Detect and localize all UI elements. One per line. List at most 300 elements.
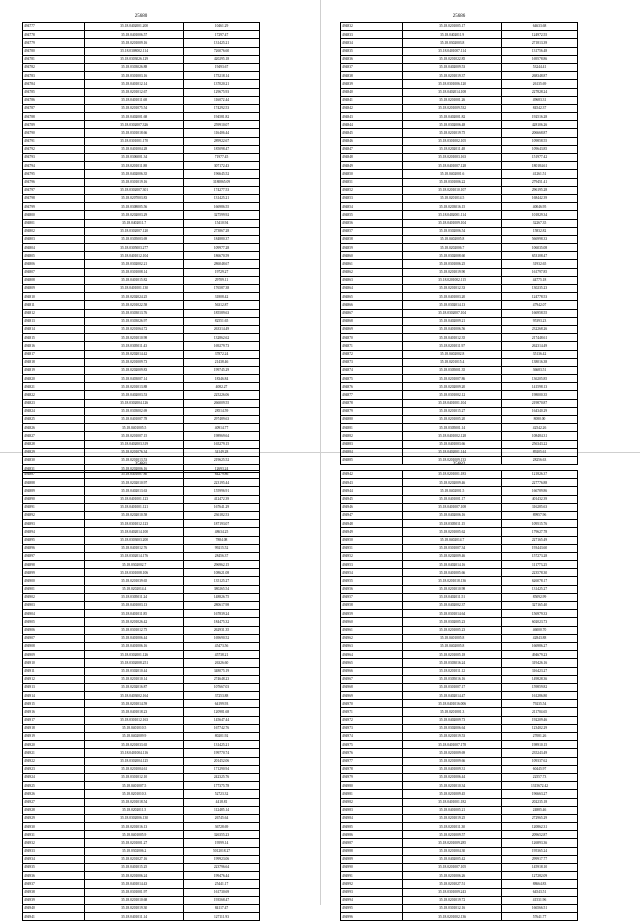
table-row xyxy=(23,448,260,456)
value-cell: 64543.51 xyxy=(502,888,578,896)
cadastral-number-cell: 35.18.0202024.25 xyxy=(85,293,184,301)
record-id-cell: 494905 xyxy=(23,618,85,626)
value-cell: 53244.41 xyxy=(502,63,578,71)
record-id-cell: 494813 xyxy=(23,317,85,325)
value-cell: 166986.27 xyxy=(502,642,578,650)
value-cell: 196645.52 xyxy=(184,170,260,178)
cadastral-number-cell: 35.18.0302006.130 xyxy=(85,814,184,822)
table-row xyxy=(23,602,260,610)
cadastral-number-cell: 35.18.0302006.54 xyxy=(403,227,502,235)
table-row xyxy=(23,375,260,383)
record-id-cell: 494888 xyxy=(23,479,85,487)
value-cell: 174277.53 xyxy=(184,186,260,194)
cadastral-number-cell: 35.18.0402011.51 xyxy=(403,593,502,601)
cadastral-number-cell: 35.18.0302008.251 xyxy=(85,659,184,667)
record-id-cell: 494842 xyxy=(341,104,403,112)
record-id-cell: 494868 xyxy=(341,317,403,325)
cadastral-number-cell: 35.18.0201002.136 xyxy=(403,913,502,921)
value-cell: 124972.55 xyxy=(502,31,578,39)
record-id-cell: 494925 xyxy=(23,782,85,790)
data-table xyxy=(340,22,578,465)
table-row xyxy=(341,342,578,350)
table-row xyxy=(341,211,578,219)
cadastral-number-cell: 35.18.0201015.27 xyxy=(403,407,502,415)
record-id-cell: 494814 xyxy=(23,325,85,333)
table-row xyxy=(23,391,260,399)
record-id-cell: 494846 xyxy=(341,137,403,145)
table-row xyxy=(341,602,578,610)
value-cell: 161797.85 xyxy=(502,268,578,276)
record-id-cell: 494987 xyxy=(341,839,403,847)
value-cell: 10461.29 xyxy=(184,23,260,31)
value-cell: 64199.93 xyxy=(184,700,260,708)
value-cell: 108484.31 xyxy=(502,432,578,440)
record-id-cell: 494893 xyxy=(23,520,85,528)
record-id-cell: 494890 xyxy=(23,495,85,503)
record-id-cell: 494916 xyxy=(23,708,85,716)
record-id-cell: 494866 xyxy=(341,301,403,309)
value-cell: 56312.87 xyxy=(184,301,260,309)
record-id-cell: 494884 xyxy=(341,448,403,456)
record-id-cell: 494892 xyxy=(23,511,85,519)
cadastral-number-cell: 35.18.0201013.88 xyxy=(85,383,184,391)
table-row xyxy=(341,375,578,383)
value-cell: 199745.29 xyxy=(184,366,260,374)
table-row xyxy=(23,544,260,552)
value-cell: 171290.94 xyxy=(184,765,260,773)
cadastral-number-cell: 35.18.0201001.27 xyxy=(85,839,184,847)
cadastral-number-cell: 35.18.0401012.76 xyxy=(85,544,184,552)
record-id-cell: 494903 xyxy=(23,602,85,610)
cadastral-number-cell: 35.18.0302007.120 xyxy=(85,227,184,235)
value-cell: 8080.00 xyxy=(502,416,578,424)
value-cell: 626078.17 xyxy=(502,577,578,585)
table-row xyxy=(341,440,578,448)
cadastral-number-cell: 35.18.0301001.97 xyxy=(85,888,184,896)
record-id-cell: 494779 xyxy=(23,39,85,47)
record-id-cell: 494830 xyxy=(23,456,85,464)
cadastral-number-cell: 35.18.0402013.63 xyxy=(85,487,184,495)
record-id-cell: 494994 xyxy=(341,896,403,904)
record-id-cell: 494845 xyxy=(341,129,403,137)
table-row xyxy=(23,219,260,227)
cadastral-number-cell: 35.18.0302004.125 xyxy=(85,757,184,765)
cadastral-number-cell: 35.18.0401002.128 xyxy=(403,432,502,440)
value-cell: 192209.46 xyxy=(502,716,578,724)
record-id-cell: 494841 xyxy=(341,96,403,104)
value-cell: 26135.69 xyxy=(502,80,578,88)
table-row xyxy=(23,872,260,880)
cadastral-number-cell: 35.18.0401014.43 xyxy=(85,880,184,888)
value-cell: 24885.46 xyxy=(502,806,578,814)
table-row xyxy=(23,888,260,896)
record-id-cell: 494899 xyxy=(23,569,85,577)
value-cell: 137020.21 xyxy=(184,80,260,88)
table-row xyxy=(23,186,260,194)
table-row xyxy=(23,610,260,618)
record-id-cell: 494859 xyxy=(341,244,403,252)
cadastral-number-cell: 35.18.0202016.87 xyxy=(85,683,184,691)
value-cell: 726076.60 xyxy=(184,47,260,55)
record-id-cell: 494882 xyxy=(341,432,403,440)
table-row xyxy=(341,268,578,276)
table-row xyxy=(23,708,260,716)
cadastral-number-cell: 35.18.0302003.8 xyxy=(403,39,502,47)
record-id-cell: 494800 xyxy=(23,211,85,219)
cadastral-number-cell: 35.18.0401005.9 xyxy=(85,831,184,839)
table-row xyxy=(23,80,260,88)
cadastral-number-cell: 35.18.0201013.53 xyxy=(85,456,184,464)
table-row xyxy=(23,593,260,601)
table-row xyxy=(23,358,260,366)
cadastral-number-cell: 35.18.0401015.25 xyxy=(85,864,184,872)
value-cell: 111773.25 xyxy=(502,561,578,569)
record-id-cell: 494932 xyxy=(23,839,85,847)
table-row xyxy=(341,162,578,170)
value-cell: 80201.92 xyxy=(184,733,260,741)
value-cell: 289922.67 xyxy=(184,137,260,145)
record-id-cell: 494885 xyxy=(341,456,403,464)
value-cell: 235243.49 xyxy=(502,749,578,757)
value-cell: 131425.21 xyxy=(184,741,260,749)
table-row xyxy=(341,252,578,260)
table-row xyxy=(341,227,578,235)
value-cell: 155996.91 xyxy=(184,487,260,495)
table-row xyxy=(341,724,578,732)
value-cell: 45738.21 xyxy=(184,651,260,659)
table-row xyxy=(341,880,578,888)
value-cell: 236182.53 xyxy=(184,511,260,519)
table-row xyxy=(341,366,578,374)
value-cell: 164340.29 xyxy=(502,407,578,415)
table-row xyxy=(341,31,578,39)
value-cell: 15410.94 xyxy=(184,219,260,227)
record-id-cell: 494959 xyxy=(341,610,403,618)
table-row xyxy=(341,186,578,194)
table-row xyxy=(23,399,260,407)
table-row xyxy=(341,872,578,880)
cadastral-number-cell: 35.18.0301003.16 xyxy=(85,72,184,80)
cadastral-number-cell: 35.18.0202006.16 xyxy=(85,465,184,473)
value-cell: 195365.24 xyxy=(502,847,578,855)
record-id-cell: 494829 xyxy=(23,448,85,456)
cadastral-number-cell: 35.18.0201064.72 xyxy=(85,325,184,333)
value-cell: 109858.55 xyxy=(502,137,578,145)
value-cell: 177375.78 xyxy=(184,782,260,790)
cadastral-number-cell: 35.18.0402001.68 xyxy=(85,113,184,121)
cadastral-number-cell: 35.18.0201027.51 xyxy=(403,880,502,888)
value-cell: 223796.64 xyxy=(184,864,260,872)
record-id-cell: 494914 xyxy=(23,692,85,700)
cadastral-number-cell: 35.18.0202010.58 xyxy=(85,511,184,519)
record-id-cell: 494804 xyxy=(23,244,85,252)
cadastral-number-cell: 35.18.0402005.42 xyxy=(403,855,502,863)
record-id-cell: 494833 xyxy=(341,31,403,39)
table-block-title: 25686 xyxy=(452,14,466,19)
cadastral-number-cell: 35.18.0201019.90 xyxy=(403,268,502,276)
record-id-cell: 494951 xyxy=(341,544,403,552)
value-cell: 124778.53 xyxy=(502,293,578,301)
value-cell: 227828.24 xyxy=(502,88,578,96)
cadastral-number-cell: 35.18.0301014.64 xyxy=(403,610,502,618)
cadastral-number-cell: 35.18.0402014.47 xyxy=(403,692,502,700)
cadastral-number-cell: 35.18.0401001.123 xyxy=(85,495,184,503)
record-id-cell: 494944 xyxy=(341,487,403,495)
cadastral-number-cell: 35.18.0302006.2 xyxy=(85,847,184,855)
table-row xyxy=(341,285,578,293)
cadastral-number-cell: 35.18.0402014.7 xyxy=(403,536,502,544)
cadastral-number-cell: 35.18.0401006.16 xyxy=(85,642,184,650)
table-row xyxy=(341,790,578,798)
table-row xyxy=(341,391,578,399)
cadastral-number-cell: 35.18.0403002.164 xyxy=(85,692,184,700)
cadastral-number-cell: 35.18.0402001.200 xyxy=(85,23,184,31)
record-id-cell: 494993 xyxy=(341,888,403,896)
value-cell: 316423.27 xyxy=(502,667,578,675)
value-cell: 120981.68 xyxy=(184,708,260,716)
record-id-cell: 494945 xyxy=(341,495,403,503)
value-cell: 279451.41 xyxy=(502,178,578,186)
table-row xyxy=(23,896,260,904)
value-cell: 95393.23 xyxy=(502,317,578,325)
value-cell: 129675.93 xyxy=(184,88,260,96)
cadastral-number-cell: 35.18.0401012.104 xyxy=(85,252,184,260)
record-id-cell: 494943 xyxy=(341,479,403,487)
table-row xyxy=(23,88,260,96)
cadastral-number-cell: 35.18.0303016.24 xyxy=(403,659,502,667)
cadastral-number-cell: 35.18.0401003.20 xyxy=(403,293,502,301)
record-id-cell: 494900 xyxy=(23,577,85,585)
cadastral-number-cell: 35.18.0401010.5 xyxy=(85,724,184,732)
cadastral-number-cell: 35.18.0201019.30 xyxy=(85,904,184,912)
value-cell: 36683.51 xyxy=(502,366,578,374)
cadastral-number-cell: 35.18.0201012.33 xyxy=(403,285,502,293)
value-cell: 219625.52 xyxy=(184,456,260,464)
table-row xyxy=(23,260,260,268)
value-cell: 196663.27 xyxy=(502,790,578,798)
table-row xyxy=(341,154,578,162)
cadastral-number-cell: 35.18.0301012.123 xyxy=(85,520,184,528)
cadastral-number-cell: 35.18.0202006.7 xyxy=(403,244,502,252)
table-row xyxy=(23,798,260,806)
value-cell: 286048.67 xyxy=(184,260,260,268)
cadastral-number-cell: 35.18.0201010.98 xyxy=(85,334,184,342)
record-id-cell: 494832 xyxy=(341,23,403,31)
table-row xyxy=(341,634,578,642)
record-id-cell: 494976 xyxy=(341,749,403,757)
table-row xyxy=(23,536,260,544)
cadastral-number-cell: 35.18.0202011.5 xyxy=(85,806,184,814)
record-id-cell: 494913 xyxy=(23,683,85,691)
table-row xyxy=(341,544,578,552)
table-row xyxy=(341,317,578,325)
table-row xyxy=(341,585,578,593)
cadastral-number-cell: 35.18.0401011.85 xyxy=(85,610,184,618)
record-id-cell: 494996 xyxy=(341,913,403,921)
value-cell: 132862.62 xyxy=(184,334,260,342)
cadastral-number-cell: 35.18.0201019.72 xyxy=(403,896,502,904)
cadastral-number-cell: 35.18.0402001.6 xyxy=(403,170,502,178)
table-row xyxy=(341,552,578,560)
table-row xyxy=(23,642,260,650)
cadastral-number-cell: 35.18.0305001.35 xyxy=(403,366,502,374)
table-row xyxy=(341,806,578,814)
table-row xyxy=(23,301,260,309)
value-cell: 161286.80 xyxy=(502,692,578,700)
value-cell: 101829.34 xyxy=(502,211,578,219)
record-id-cell: 494968 xyxy=(341,683,403,691)
table-row xyxy=(23,55,260,63)
record-id-cell: 494889 xyxy=(23,487,85,495)
record-id-cell: 494844 xyxy=(341,121,403,129)
record-id-cell: 494827 xyxy=(23,432,85,440)
value-cell: 192516.28 xyxy=(502,113,578,121)
table-row xyxy=(341,424,578,432)
table-row xyxy=(23,503,260,511)
cadastral-number-cell: 35.18.0305011.24 xyxy=(85,593,184,601)
record-id-cell: 494803 xyxy=(23,235,85,243)
value-cell: 3180865.09 xyxy=(184,178,260,186)
cadastral-number-cell: 35.18.0301006.120 xyxy=(403,80,502,88)
table-row xyxy=(23,113,260,121)
table-row xyxy=(341,618,578,626)
value-cell: 40046.95 xyxy=(502,203,578,211)
cadastral-number-cell: 35.18.0201007.86 xyxy=(403,375,502,383)
record-id-cell: 494964 xyxy=(341,651,403,659)
cadastral-number-cell: 35.18.0401005.21 xyxy=(403,806,502,814)
record-id-cell: 494795 xyxy=(23,170,85,178)
record-id-cell: 494858 xyxy=(341,235,403,243)
value-cell: 273867.28 xyxy=(184,227,260,235)
value-cell: 225226.06 xyxy=(184,391,260,399)
table-row xyxy=(23,334,260,342)
value-cell: 145918.10 xyxy=(502,864,578,872)
cadastral-number-cell: 35.18.0401006.44 xyxy=(85,634,184,642)
cadastral-number-cell: 35.18.0402001.82 xyxy=(403,113,502,121)
cadastral-number-cell: 35.18.0401015.82 xyxy=(85,276,184,284)
value-cell: 42843.88 xyxy=(502,634,578,642)
value-cell: 141598.13 xyxy=(502,383,578,391)
record-id-cell: 494973 xyxy=(341,724,403,732)
table-row xyxy=(341,219,578,227)
record-id-cell: 494848 xyxy=(341,154,403,162)
table-row xyxy=(341,325,578,333)
record-id-cell: 494812 xyxy=(23,309,85,317)
record-id-cell: 494939 xyxy=(23,896,85,904)
value-cell: 420295.18 xyxy=(184,55,260,63)
value-cell: 161730.69 xyxy=(184,888,260,896)
table-row xyxy=(23,162,260,170)
cadastral-number-cell: 35.18.0303026.88 xyxy=(85,63,184,71)
record-id-cell: 494986 xyxy=(341,831,403,839)
record-id-cell: 494797 xyxy=(23,186,85,194)
value-cell: 198910.15 xyxy=(502,741,578,749)
record-id-cell: 494975 xyxy=(341,741,403,749)
value-cell: 380265.54 xyxy=(184,585,260,593)
record-id-cell: 494864 xyxy=(341,285,403,293)
cadastral-number-cell: 35.18.0201004.61 xyxy=(85,765,184,773)
cadastral-number-cell: 35.18.0202011.48 xyxy=(403,145,502,153)
table-row xyxy=(23,194,260,202)
record-id-cell: 494909 xyxy=(23,651,85,659)
value-cell: 41531.96 xyxy=(502,896,578,904)
record-id-cell: 494927 xyxy=(23,798,85,806)
value-cell: 259910.07 xyxy=(184,121,260,129)
record-id-cell: 494928 xyxy=(23,806,85,814)
value-cell: 227776.88 xyxy=(502,479,578,487)
table-row xyxy=(341,708,578,716)
table-row xyxy=(23,634,260,642)
record-id-cell: 494819 xyxy=(23,366,85,374)
value-cell: 37872.24 xyxy=(184,350,260,358)
cadastral-number-cell: 35.18.0402006.35 xyxy=(85,170,184,178)
record-id-cell: 494836 xyxy=(341,55,403,63)
record-id-cell: 494862 xyxy=(341,268,403,276)
value-cell: 199923.06 xyxy=(184,855,260,863)
value-cell: 15832.82 xyxy=(502,227,578,235)
table-row xyxy=(341,432,578,440)
table-row xyxy=(341,358,578,366)
cadastral-number-cell: 35.18.0201019.53 xyxy=(403,733,502,741)
record-id-cell: 494796 xyxy=(23,178,85,186)
cadastral-number-cell: 35.18.0401018.23 xyxy=(85,708,184,716)
cadastral-number-cell: 35.18.0302006.64 xyxy=(403,724,502,732)
cadastral-number-cell: 35.18.0301018.66 xyxy=(85,129,184,137)
cadastral-number-cell: 35.18.0202014.42 xyxy=(85,350,184,358)
table-row xyxy=(23,741,260,749)
cadastral-number-cell: 35.18.0201005.18 xyxy=(403,651,502,659)
table-row xyxy=(341,667,578,675)
cadastral-number-cell: 35.18.0201011.88 xyxy=(85,162,184,170)
value-cell: 64633.68 xyxy=(502,23,578,31)
value-cell: 412472.39 xyxy=(184,495,260,503)
record-id-cell: 494851 xyxy=(341,178,403,186)
table-row xyxy=(23,724,260,732)
table-row xyxy=(23,137,260,145)
table-row xyxy=(23,170,260,178)
value-cell: 148826.75 xyxy=(184,593,260,601)
record-id-cell: 494911 xyxy=(23,667,85,675)
record-id-cell: 494908 xyxy=(23,642,85,650)
record-id-cell: 494831 xyxy=(23,465,85,473)
table-row xyxy=(23,651,260,659)
value-cell: 266009.55 xyxy=(184,399,260,407)
cadastral-number-cell: 35.18.0401007.178 xyxy=(403,741,502,749)
value-cell: 26326.60 xyxy=(184,659,260,667)
record-id-cell: 494789 xyxy=(23,121,85,129)
value-cell: 299917.77 xyxy=(502,855,578,863)
cadastral-number-cell: 35.18.0302002.7 xyxy=(85,561,184,569)
record-id-cell: 494822 xyxy=(23,391,85,399)
record-id-cell: 494837 xyxy=(341,63,403,71)
cadastral-number-cell: 35.18.0402009.21 xyxy=(403,317,502,325)
value-cell: 27081.26 xyxy=(502,733,578,741)
value-cell: 179627.78 xyxy=(502,528,578,536)
record-id-cell: 494931 xyxy=(23,831,85,839)
record-id-cell: 494860 xyxy=(341,252,403,260)
record-id-cell: 494915 xyxy=(23,700,85,708)
value-cell: 348075.19 xyxy=(184,667,260,675)
record-id-cell: 494954 xyxy=(341,569,403,577)
table-row xyxy=(23,235,260,243)
table-row xyxy=(23,773,260,781)
value-cell: 167742.76 xyxy=(184,724,260,732)
cadastral-number-cell: 35.18.0401001.182 xyxy=(403,798,502,806)
table-row xyxy=(23,23,260,31)
record-id-cell: 494810 xyxy=(23,293,85,301)
cadastral-number-cell: 35.18.0402005.8 xyxy=(403,642,502,650)
cadastral-number-cell: 35.18.0401004.28 xyxy=(85,145,184,153)
